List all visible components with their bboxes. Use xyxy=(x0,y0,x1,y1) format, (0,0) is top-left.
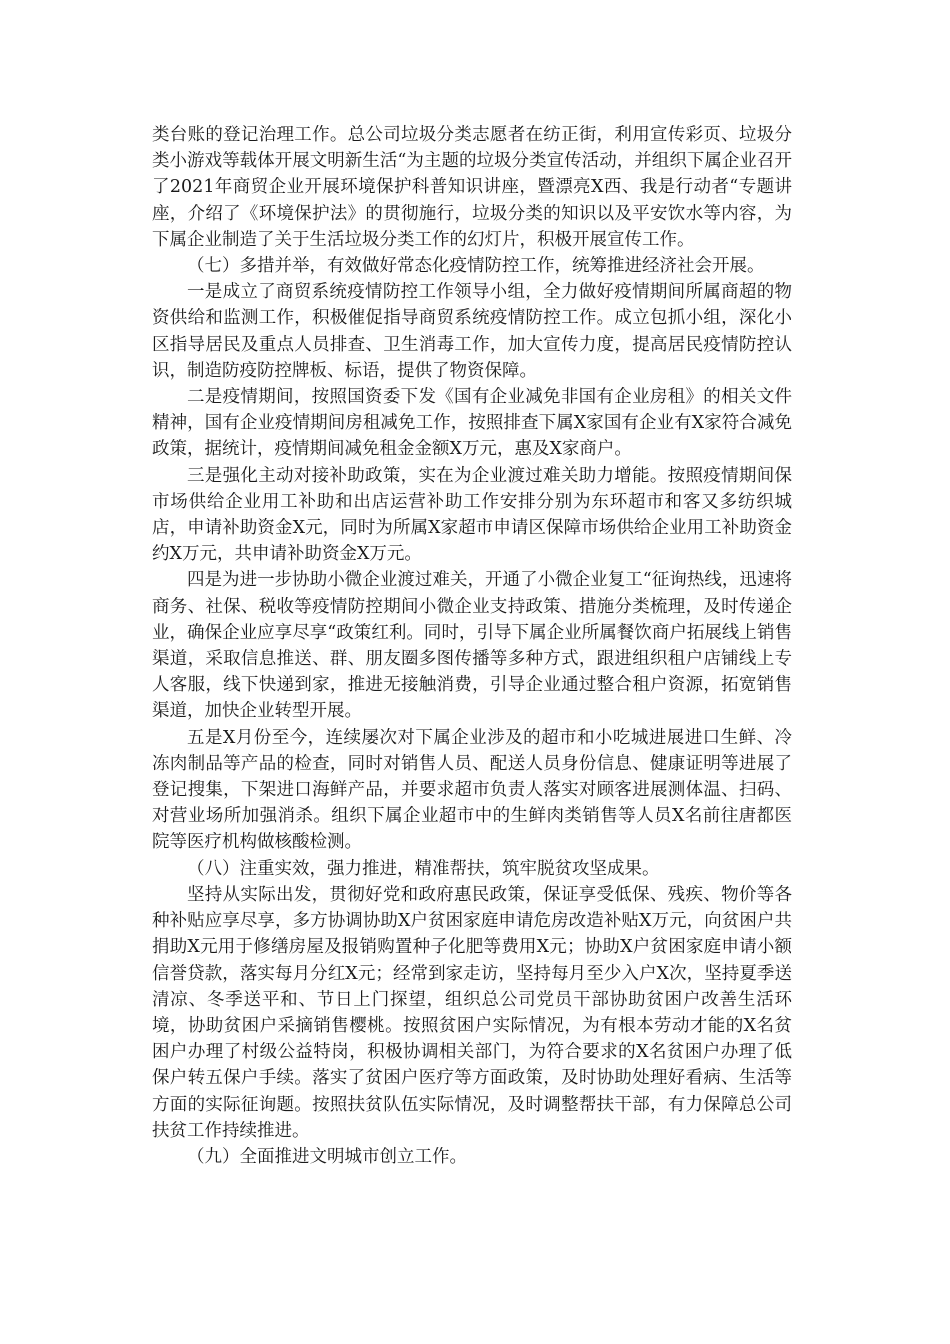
section-heading-7: （七）多措并举，有效做好常态化疫情防控工作，统筹推进经济社会开展。 xyxy=(187,256,765,277)
paragraph-point-2: 二是疫情期间，按照国资委下发《国有企业减免非国有企业房租》的相关文件精神，国有企业疫情期间房租减免工作，按照排查下属X家国有企业有X家符合减免政策，据统计，疫情期间减免租金金额X万元，惠及X家商户。 xyxy=(152,387,792,460)
paragraph-continuation: 类台账的登记治理工作。总公司垃圾分类志愿者在纺正街，利用宣传彩页、垃圾分类小游戏等载体开展文明新生活“为主题的垃圾分类宣传活动，并组织下属企业召开了2021年商贸企业开展环境保护科普知识讲座，暨漂亮X西、我是行动者“专题讲座，介绍了《环境保护法》的贯彻施行，垃圾分类的知识以及平安饮水等内容，为下属企业制造了关于生活垃圾分类工作的幻灯片，积极开展宣传工作。 xyxy=(152,125,792,250)
document-body xyxy=(152,122,792,1170)
paragraph-point-1: 一是成立了商贸系统疫情防控工作领导小组，全力做好疫情期间所属商超的物资供给和监测工作，积极催促指导商贸系统疫情防控工作。成立包抓小组，深化小区指导居民及重点人员排查、卫生消毒工作，加大宣传力度，提高居民疫情防控认识，制造防疫防控牌板、标语，提供了物资保障。 xyxy=(152,282,792,381)
paragraph-point-3: 三是强化主动对接补助政策，实在为企业渡过难关助力增能。按照疫情期间保市场供给企业用工补助和出店运营补助工作安排分别为东环超市和客又多纺织城店，申请补助资金X元，同时为所属X家超市申请区保障市场供给企业用工补助资金约X万元，共申请补助资金X万元。 xyxy=(152,465,792,565)
paragraph-point-5: 五是X月份至今，连续屡次对下属企业涉及的超市和小吃城进展进口生鲜、冷冻肉制品等产品的检查，同时对销售人员、配送人员身份信息、健康证明等进展了登记搜集，下架进口海鲜产品，并要求超市负责人落实对顾客进展测体温、扫码、对营业场所加强消杀。组织下属企业超市中的生鲜肉类销售等人员X名前往唐都医院等医疗机构做核酸检测。 xyxy=(152,727,792,853)
paragraph-poverty-relief: 坚持从实际出发，贯彻好党和政府惠民政策，保证享受低保、残疾、物价等各种补贴应享尽享，多方协调协助X户贫困家庭申请危房改造补贴X万元，向贫困户共捐助X元用于修缮房屋及报销购置种子化肥等费用X元；协助X户贫困家庭申请小额信誉贷款，落实每月分红X元；经常到家走访，坚持每月至少入户X次，坚持夏季送清凉、冬季送平和、节日上门探望，组织总公司党员干部协助贫困户改善生活环境，协助贫困户采摘销售樱桃。按照贫困户实际情况，为有根本劳动才能的X名贫困户办理了村级公益特岗，积极协调相关部门，为符合要求的X名贫困户办理了低保户转五保户手续。落实了贫困户医疗等方面政策，及时协助处理好看病、生活等方面的实际征询题。按照扶贫队伍实际情况，及时调整帮扶干部，有力保障总公司扶贫工作持续推进。 xyxy=(152,884,792,1141)
paragraph-point-4: 四是为进一步协助小微企业渡过难关，开通了小微企业复工“征询热线，迅速将商务、社保、税收等疫情防控期间小微企业支持政策、措施分类梳理，及时传递企业，确保企业应享尽享“政策红利。同时，引导下属企业所属餐饮商户拓展线上销售渠道，采取信息推送、群、朋友圈多图传播等多种方式，跟进组织租户店铺线上专人客服，线下快递到家，推进无接触消费，引导企业通过整合租户资源，拓宽销售渠道，加快企业转型开展。 xyxy=(152,570,792,722)
section-heading-8: （八）注重实效，强力推进，精准帮扶，筑牢脱贫攻坚成果。 xyxy=(187,858,660,879)
section-heading-9: （九）全面推进文明城市创立工作。 xyxy=(187,1146,467,1167)
